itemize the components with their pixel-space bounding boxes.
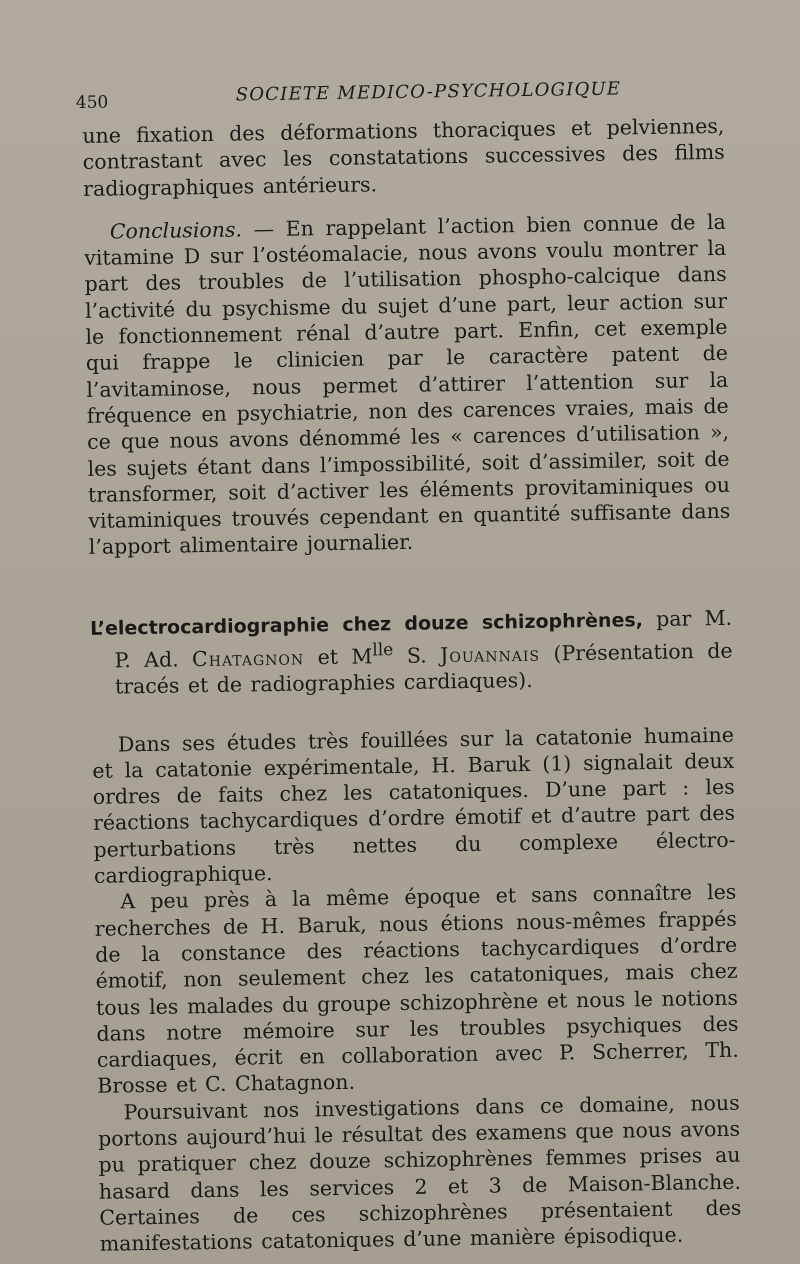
body-text <box>82 113 743 1264</box>
author-chatagnon: Chatagnon <box>191 645 305 671</box>
title-rest: (Présentation de tracés et de radiographies cardiaques). <box>114 638 733 699</box>
running-head: SOCIETE MEDICO-PSYCHOLOGIQUE <box>235 78 622 106</box>
article-title-lead: L’electrocardiographie chez douze schizophrènes, <box>89 608 644 640</box>
conclusions-lead: Conclusions. <box>109 217 243 244</box>
title-par: par M. P. Ad. <box>114 605 733 673</box>
paragraph-continuation: une fixation des déformations thoraciques et pelviennes, contrastant avec les constatations successives des films radiographiques antérieurs. <box>82 113 725 201</box>
paragraph-investigations: Poursuivant nos investigations dans ce domaine, nous portons aujourd’hui le résultat des examens que nous avons pu pratiquer chez douze schizophrènes femmes prises au hasard dans les services 2 et 3 de Maison-Blanche. Certaines de ces schizophrènes présentaient des manifestations catatoniques d’une manière épisodique. <box>97 1090 742 1257</box>
title-et: et M <box>303 644 373 670</box>
title-mlle-sup: lle <box>372 639 394 661</box>
page-number: 450 <box>75 92 109 114</box>
author-jouannais: Jouannais <box>439 641 541 667</box>
paragraph-baruk-studies: Dans ses études très fouillées sur la catatonie humaine et la catatonie expérimentale, H. Baruk (1) signalait deux ordres de faits chez les catatoniques. D’une part : les réactions tachycardiques d’ordre émotif et d’autre part des perturbations très nettes du complexe électro-cardiographique. <box>92 722 736 888</box>
paragraph-same-epoch: A peu près à la même époque et sans connaître les recherches de H. Baruk, nous étions nous-mêmes frappés de la constance des réactions tachycardiques d’ordre émotif, non seulement chez les catatoniques, mais chez tous les malades du groupe schizophrène et nous le notions dans notre mémoire sur les troubles psychiques des cardiaques, écrit en collaboration avec P. Scherrer, Th. Brosse et C. Chatagnon. <box>94 880 739 1099</box>
paragraph-conclusions <box>84 209 731 561</box>
conclusions-text: — En rappelant l’action bien connue de la vitamine D sur l’ostéomalacie, nous avons voulu montrer la part des troubles de l’utilisation phospho-calcique dans l’activité du psychisme du sujet d’une part, leur action sur le fonctionnement rénal d’autre part. Enfin, cet exemple qui frappe le clinicien par le caractère patent de l’avitaminose, nous permet d’attirer l’attention sur la fréquence en psychiatrie, non des carences vraies, mais de ce que nous avons dénommé les « carences d’utilisation », les sujets étant dans l’impossibilité, soit d’assimiler, soit de transformer, soit d’activer les éléments provitaminiques ou vitaminiques trouvés cependant en quantité suffisante dans l’apport alimentaire journalier. <box>84 209 731 560</box>
title-s: S. <box>393 642 441 668</box>
page-header <box>76 77 726 117</box>
article-title <box>90 605 733 700</box>
